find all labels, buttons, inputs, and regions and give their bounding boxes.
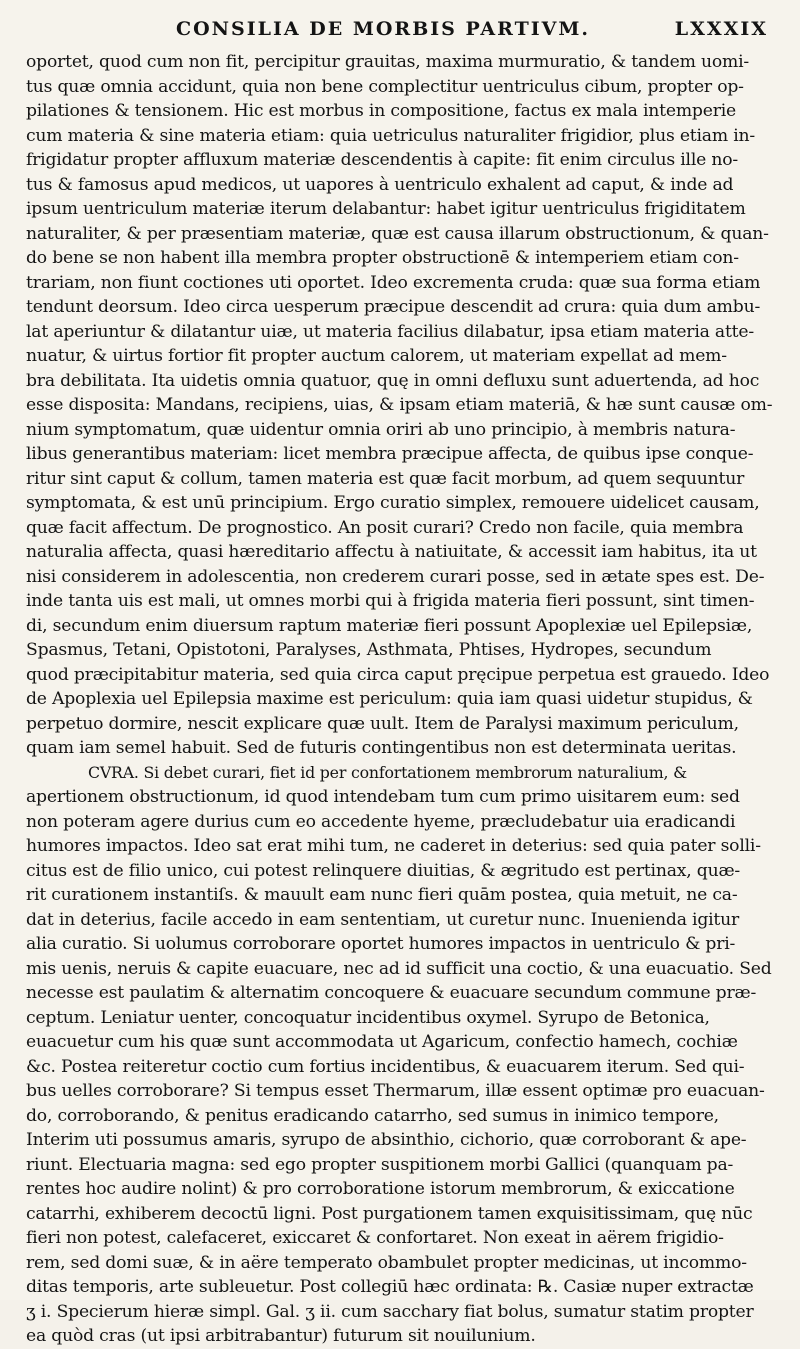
text-line: quam iam semel habuit. Sed de futuris contingentibus non est determinata ueritas. [26, 738, 737, 758]
body-text [26, 50, 772, 1349]
text-line: pilationes & tensionem. Hic est morbus in compositione, factus ex mala intemperie [26, 101, 736, 121]
text-line: &c. Postea reiteretur coctio cum fortius incidentibus, & euacuarem iterum. Sed qui- [26, 1056, 745, 1077]
folio-number: LXXXIX [674, 18, 768, 40]
text-line: quæ facit affectum. De prognostico. An posit curari? Credo non facile, quia membra [26, 517, 744, 538]
text-line: nium symptomatum, quæ uidentur omnia oriri ab uno principio, à membris natura- [26, 419, 736, 440]
text-line: humores impactos. Ideo sat erat mihi tum, ne caderet in deterius: sed quia pater solli- [26, 836, 761, 856]
text-line: bus uelles corroborare? Si tempus esset Thermarum, illæ essent optimæ pro euacuan- [26, 1081, 765, 1101]
text-line: lat aperiuntur & dilatantur uiæ, ut materia facilius dilabatur, ipsa etiam materia atte- [26, 321, 754, 342]
text-line: ceptum. Leniatur uenter, concoquatur incidentibus oxymel. Syrupo de Betonica, [26, 1007, 710, 1028]
text-line: nisi considerem in adolescentia, non crederem curari posse, sed in ætate spes est. De- [26, 566, 765, 587]
text-line: do, corroborando, & penitus eradicando catarrho, sed sumus in inimico tempore, [26, 1105, 719, 1126]
text-line: de Apoplexia uel Epilepsia maxime est periculum: quia iam quasi uidetur stupidus, & [26, 689, 753, 709]
text-line: riunt. Electuaria magna: sed ego propter suspitionem morbi Gallici (quanquam pa- [26, 1154, 734, 1175]
text-line: quod præcipitabitur materia, sed quia circa caput pręcipue perpetua est grauedo. Ideo [26, 664, 770, 685]
text-line: perpetuo dormire, nescit explicare quæ uult. Item de Paralysi maximum periculum, [26, 713, 739, 734]
text-line: inde tanta uis est mali, ut omnes morbi qui à frigida materia fieri possunt, sint timen- [26, 591, 755, 611]
text-line: nuatur, & uirtus fortior fit propter auctum calorem, ut materiam expellat ad mem- [26, 346, 727, 366]
text-line: ditas temporis, arte subleuetur. Post collegiū hæc ordinata: ℞. Casiæ nuper extractæ [26, 1277, 754, 1297]
text-line: fieri non potest, calefaceret, exiccaret & confortaret. Non exeat in aërem frigidio- [26, 1228, 724, 1248]
text-line: trariam, non fiunt coctiones uti oportet. Ideo excrementa cruda: quæ sua forma etiam [26, 272, 761, 293]
text-line: ea quòd cras (ut ipsi arbitrabantur) futurum sit nouilunium. [26, 1326, 536, 1346]
text-line: Interim uti possumus amaris, syrupo de absinthio, cichorio, quæ corroborant & ape- [26, 1130, 747, 1150]
text-line: libus generantibus materiam: licet membra præcipue affecta, de quibus ipse conque- [26, 444, 754, 464]
text-line: ʒ i. Specierum hieræ simpl. Gal. ʒ ii. cum sacchary fiat bolus, sumatur statim propter [26, 1301, 754, 1322]
running-head: CONSILIA DE MORBIS PARTIVM. [176, 18, 590, 40]
text-line: necesse est paulatim & alternatim concoquere & euacuare secundum commune præ- [26, 983, 757, 1003]
text-line: euacuetur cum his quæ sunt accommodata ut Agaricum, confectio hamech, cochiæ [26, 1032, 738, 1052]
text-line: tus quæ omnia accidunt, quia non bene complectitur uentriculus cibum, propter op- [26, 76, 744, 97]
text-line: naturaliter, & per præsentiam materiæ, quæ est causa illarum obstructionum, & quan- [26, 223, 769, 244]
text-line: mis uenis, neruis & capite euacuare, nec ad id sufficit una coctio, & una euacuatio. Sed [26, 958, 772, 979]
text-line: ritur sint caput & collum, tamen materia est quæ facit morbum, ad quem sequuntur [26, 468, 745, 489]
text-line: CVRA. Si debet curari, fiet id per confortationem membrorum naturalium, & [88, 762, 687, 782]
text-line: tus & famosus apud medicos, ut uapores à uentriculo exhalent ad caput, & inde ad [26, 174, 734, 195]
text-line: catarrhi, exhiberem decoctū ligni. Post purgationem tamen exquisitissimam, quę nūc [26, 1203, 753, 1224]
text-line: tendunt deorsum. Ideo circa uesperum præcipue descendit ad crura: quia dum ambu- [26, 297, 761, 317]
text-line: bra debilitata. Ita uidetis omnia quatuor, quę in omni defluxu sunt aduertenda, ad hoc [26, 370, 760, 391]
text-line: alia curatio. Si uolumus corroborare oportet humores impactos in uentriculo & pri- [26, 934, 736, 954]
text-line: esse disposita: Mandans, recipiens, uias, & ipsam etiam materiā, & hæ sunt causæ om- [26, 395, 773, 415]
text-line: do bene se non habent illa membra propter obstructionē & intemperiem etiam con- [26, 248, 739, 268]
text-line: dat in deterius, facile accedo in eam sententiam, ut curetur nunc. Inuenienda igitur [26, 909, 740, 930]
text-line: rentes hoc audire nolint) & pro corroboratione istorum membrorum, & exiccatione [26, 1179, 735, 1199]
text-line: non poteram agere durius cum eo accedente hyeme, præcludebatur uia eradicandi [26, 811, 736, 832]
text-line: rem, sed domi suæ, & in aëre temperato obambulet propter medicinas, ut incommo- [26, 1252, 747, 1273]
text-line: ipsum uentriculum materiæ iterum delabantur: habet igitur uentriculus frigiditatem [26, 199, 746, 219]
text-line: cum materia & sine materia etiam: quia uetriculus naturaliter frigidior, plus etiam in- [26, 125, 755, 146]
text-line: frigidatur propter affluxum materiæ descendentis à capite: fit enim circulus ille no- [26, 150, 738, 170]
text-line: apertionem obstructionum, id quod intendebam tum cum primo uisitarem eum: sed [26, 787, 740, 807]
text-line: symptomata, & est unū principium. Ergo curatio simplex, remouere uidelicet causam, [26, 493, 760, 513]
text-line: Spasmus, Tetani, Opistotoni, Paralyses, Asthmata, Phtises, Hydropes, secundum [26, 640, 712, 660]
text-line: oportet, quod cum non fit, percipitur grauitas, maxima murmuratio, & tandem uomi- [26, 52, 749, 72]
text-line: rit curationem instantiſs. & mauult eam nunc fieri quām postea, quia metuit, ne ca- [26, 885, 738, 905]
text-line: di, secundum enim diuersum raptum materiæ fieri possunt Apoplexiæ uel Epilepsiæ, [26, 615, 753, 636]
page-header [26, 10, 772, 44]
text-line: naturalia affecta, quasi hæreditario affectu à natiuitate, & accessit iam habitus, ita ut [26, 542, 757, 562]
text-line: citus est de filio unico, cui potest relinquere diuitias, & ægritudo est pertinax, quæ- [26, 860, 741, 881]
